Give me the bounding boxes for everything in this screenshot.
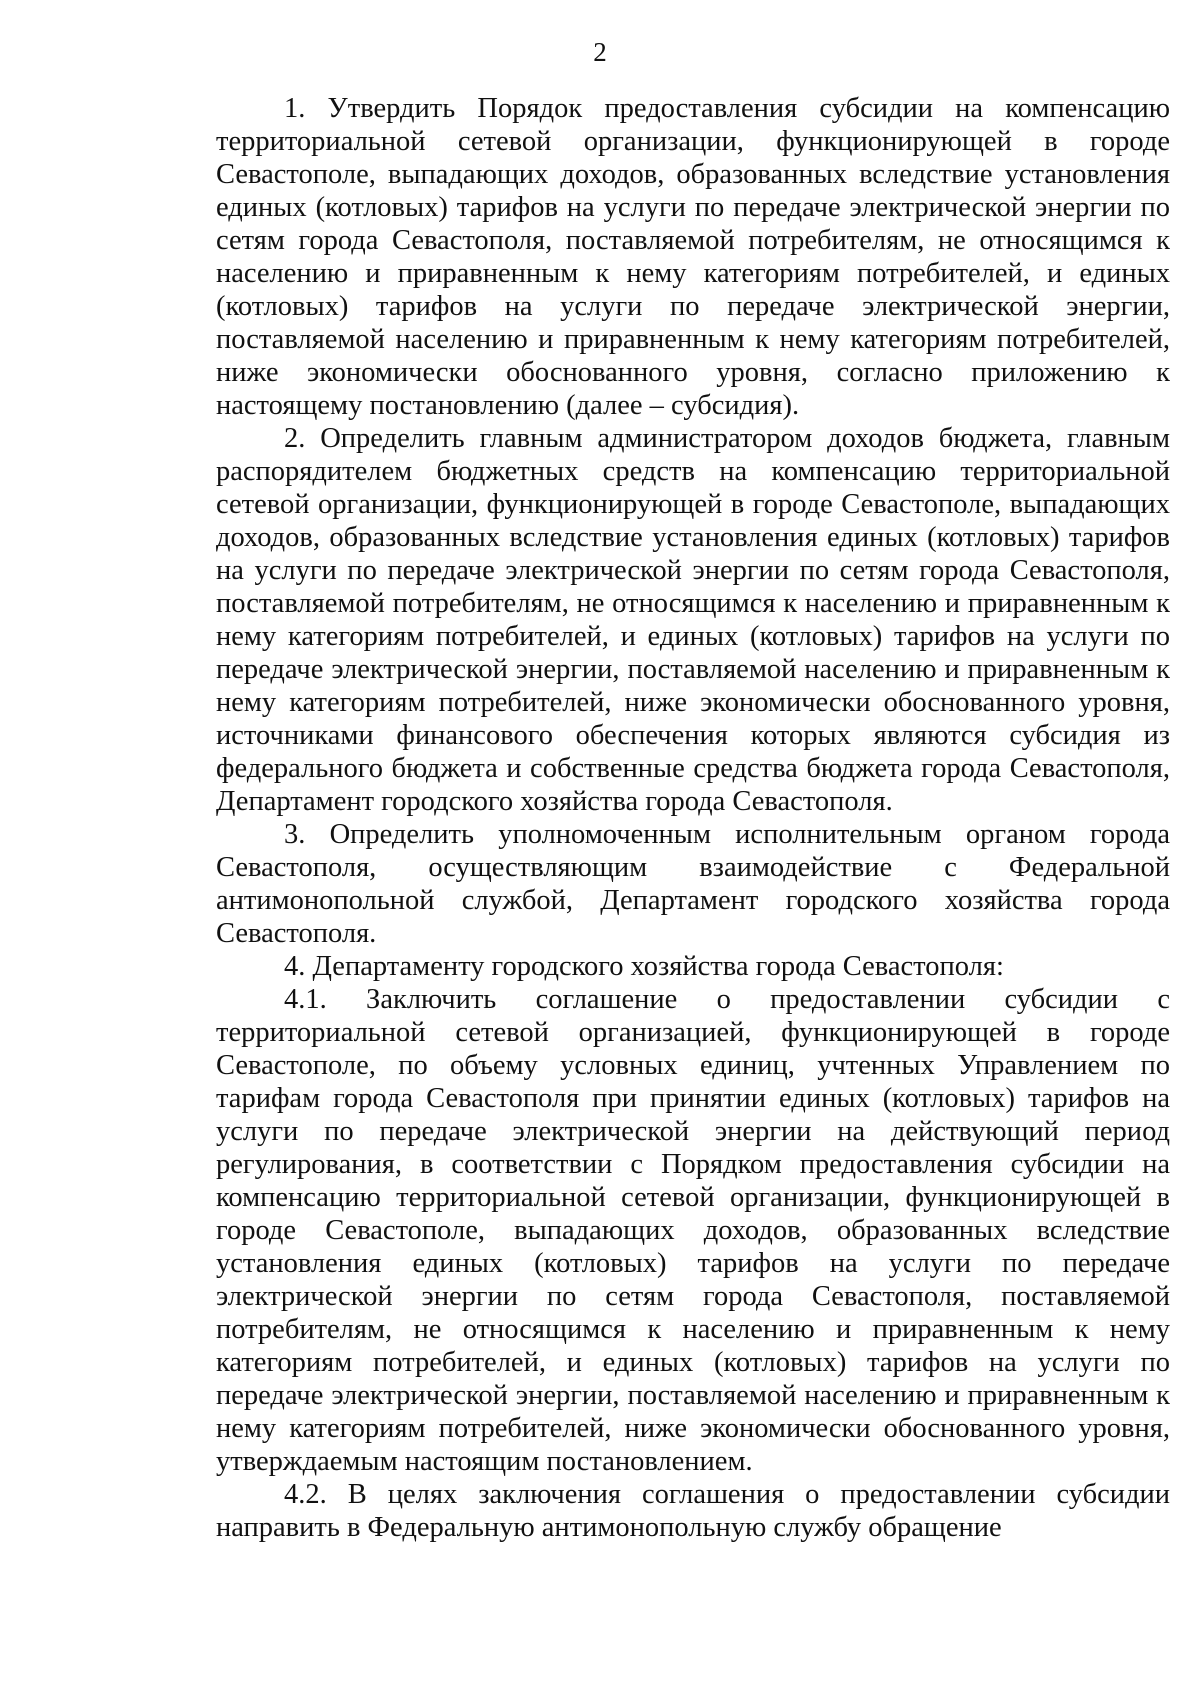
paragraph-4-1: 4.1. Заключить соглашение о предоставлении субсидии с территориальной сетевой организацией, функционирующей в городе Севастополе, по объему условных единиц, учтенных Управлением по тарифам города Севастополя при принятии единых (котловых) тарифов на услуги по передаче электрической энергии на действующий период регулирования, в соответствии с Порядком предоставления субсидии на компенсацию территориальной сетевой организации, функционирующей в городе Севастополе, выпадающих доходов, образованных вследствие установления единых (котловых) тарифов на услуги по передаче электрической энергии по сетям города Севастополя, поставляемой потребителям, не относящимся к населению и приравненным к нему категориям потребителей, и единых (котловых) тарифов на услуги по передаче электрической энергии, поставляемой населению и приравненным к нему категориям потребителей, ниже экономически обоснованного уровня, утверждаемым настоящим постановлением. bbox=[216, 984, 1170, 1477]
paragraph-3: 3. Определить уполномоченным исполнительным органом города Севастополя, осуществляющим взаимодействие с Федеральной антимонопольной службой, Департамент городского хозяйства города Севастополя. bbox=[216, 819, 1170, 949]
document-body bbox=[216, 92, 1170, 1544]
paragraph-2: 2. Определить главным администратором доходов бюджета, главным распорядителем бюджетных средств на компенсацию территориальной сетевой организации, функционирующей в городе Севастополе, выпадающих доходов, образованных вследствие установления единых (котловых) тарифов на услуги по передаче электрической энергии по сетям города Севастополя, поставляемой потребителям, не относящимся к населению и приравненным к нему категориям потребителей, и единых (котловых) тарифов на услуги по передаче электрической энергии, поставляемой населению и приравненным к нему категориям потребителей, ниже экономически обоснованного уровня, источниками финансового обеспечения которых являются субсидия из федерального бюджета и собственные средства бюджета города Севастополя, Департамент городского хозяйства города Севастополя. bbox=[216, 423, 1170, 817]
paragraph-1: 1. Утвердить Порядок предоставления субсидии на компенсацию территориальной сетевой организации, функционирующей в городе Севастополе, выпадающих доходов, образованных вследствие установления единых (котловых) тарифов на услуги по передаче электрической энергии по сетям города Севастополя, поставляемой потребителям, не относящимся к населению и приравненным к нему категориям потребителей, и единых (котловых) тарифов на услуги по передаче электрической энергии, поставляемой населению и приравненным к нему категориям потребителей, ниже экономически обоснованного уровня, согласно приложению к настоящему постановлению (далее – субсидия). bbox=[216, 93, 1170, 421]
page-number: 2 bbox=[593, 37, 607, 67]
paragraph-4: 4. Департаменту городского хозяйства города Севастополя: bbox=[284, 951, 1004, 982]
paragraph-4-2: 4.2. В целях заключения соглашения о предоставлении субсидии направить в Федеральную антимонопольную службу обращение bbox=[216, 1479, 1170, 1543]
